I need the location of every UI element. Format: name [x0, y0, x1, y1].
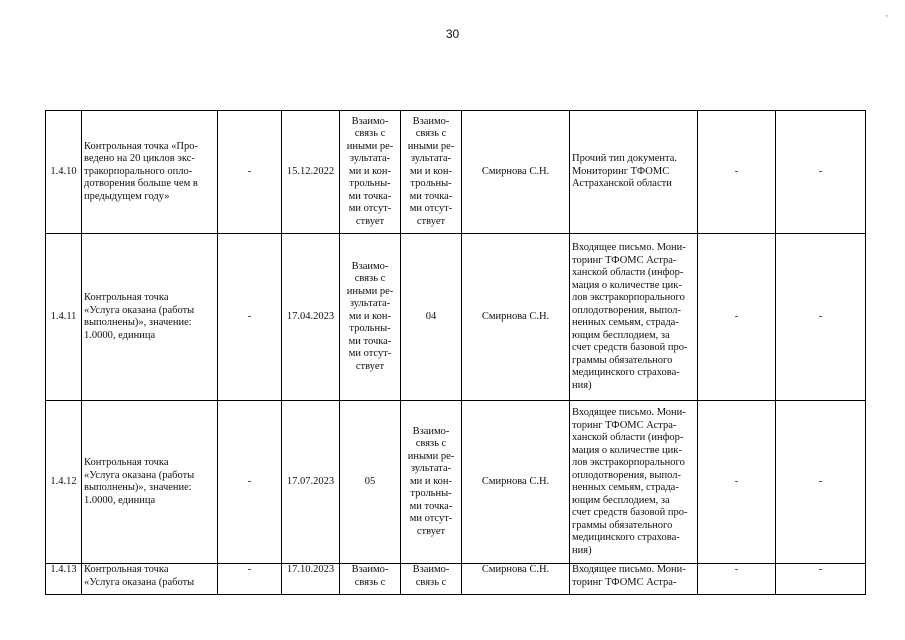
date-cell: 15.12.2022 [282, 111, 340, 234]
relation-cell-2: Взаимо- связь с иными ре- зультата- ми и кон- трольны- ми точка- ми отсут- ствует [401, 401, 462, 564]
relation-cell-2: 04 [401, 234, 462, 401]
dash-cell: - [698, 564, 776, 595]
control-point-name: Контрольная точка «Услуга оказана (работы выполнены)», значение: 1.0000, единица [82, 234, 218, 401]
dash-cell: - [776, 111, 866, 234]
dash-cell: - [218, 564, 282, 595]
table-row [46, 111, 866, 234]
document-cell: Входящее письмо. Мони- торинг ТФОМС Астра- ханской области (инфор- мация о количестве цик- лов экстракорпорального оплодотворения, выпол- ненных семьям, страда- ющим бесплодием, за счет средств базовой про- граммы обязательного медицинского страхова- ния) [570, 234, 698, 401]
table-row [46, 564, 866, 595]
dash-cell: - [698, 111, 776, 234]
dash-cell: - [776, 234, 866, 401]
dash-cell: - [218, 234, 282, 401]
relation-cell-1: 05 [340, 401, 401, 564]
document-cell: Входящее письмо. Мони- торинг ТФОМС Астра- [570, 564, 698, 595]
control-point-name: Контрольная точка «Услуга оказана (работы [82, 564, 218, 595]
row-number: 1.4.12 [46, 401, 82, 564]
row-number: 1.4.13 [46, 564, 82, 595]
relation-cell-1: Взаимо- связь с иными ре- зультата- ми и кон- трольны- ми точка- ми отсут- ствует [340, 111, 401, 234]
relation-cell-2: Взаимо- связь с иными ре- зультата- ми и кон- трольны- ми точка- ми отсут- ствует [401, 111, 462, 234]
page-number: 30 [445, 27, 460, 41]
responsible-cell: Смирнова С.Н. [462, 111, 570, 234]
dash-cell: - [776, 564, 866, 595]
relation-cell-1: Взаимо- связь с [340, 564, 401, 595]
responsible-cell: Смирнова С.Н. [462, 564, 570, 595]
row-number: 1.4.10 [46, 111, 82, 234]
control-point-name: Контрольная точка «Про- ведено на 20 циклов экс- тракорпорального опло- дотворения больше чем в предыдущем году» [82, 111, 218, 234]
relation-cell-2: Взаимо- связь с [401, 564, 462, 595]
responsible-cell: Смирнова С.Н. [462, 234, 570, 401]
dash-cell: - [698, 401, 776, 564]
dash-cell: - [776, 401, 866, 564]
relation-cell-1: Взаимо- связь с иными ре- зультата- ми и кон- трольны- ми точка- ми отсут- ствует [340, 234, 401, 401]
date-cell: 17.10.2023 [282, 564, 340, 595]
date-cell: 17.07.2023 [282, 401, 340, 564]
dash-cell: - [218, 111, 282, 234]
row-number: 1.4.11 [46, 234, 82, 401]
dash-cell: - [698, 234, 776, 401]
table-row [46, 234, 866, 401]
table-row [46, 401, 866, 564]
control-point-name: Контрольная точка «Услуга оказана (работы выполнены)», значение: 1.0000, единица [82, 401, 218, 564]
document-cell: Входящее письмо. Мони- торинг ТФОМС Астра- ханской области (инфор- мация о количестве цик- лов экстракорпорального оплодотворения, выпол- ненных семьям, страда- ющим бесплодием, за счет средств базовой про- граммы обязательного медицинского страхова- ния) [570, 401, 698, 564]
dash-cell: - [218, 401, 282, 564]
responsible-cell: Смирнова С.Н. [462, 401, 570, 564]
control-points-table [45, 110, 866, 595]
corner-mark: ' [886, 14, 888, 25]
document-cell: Прочий тип документа. Мониторинг ТФОМС Астраханской области [570, 111, 698, 234]
date-cell: 17.04.2023 [282, 234, 340, 401]
